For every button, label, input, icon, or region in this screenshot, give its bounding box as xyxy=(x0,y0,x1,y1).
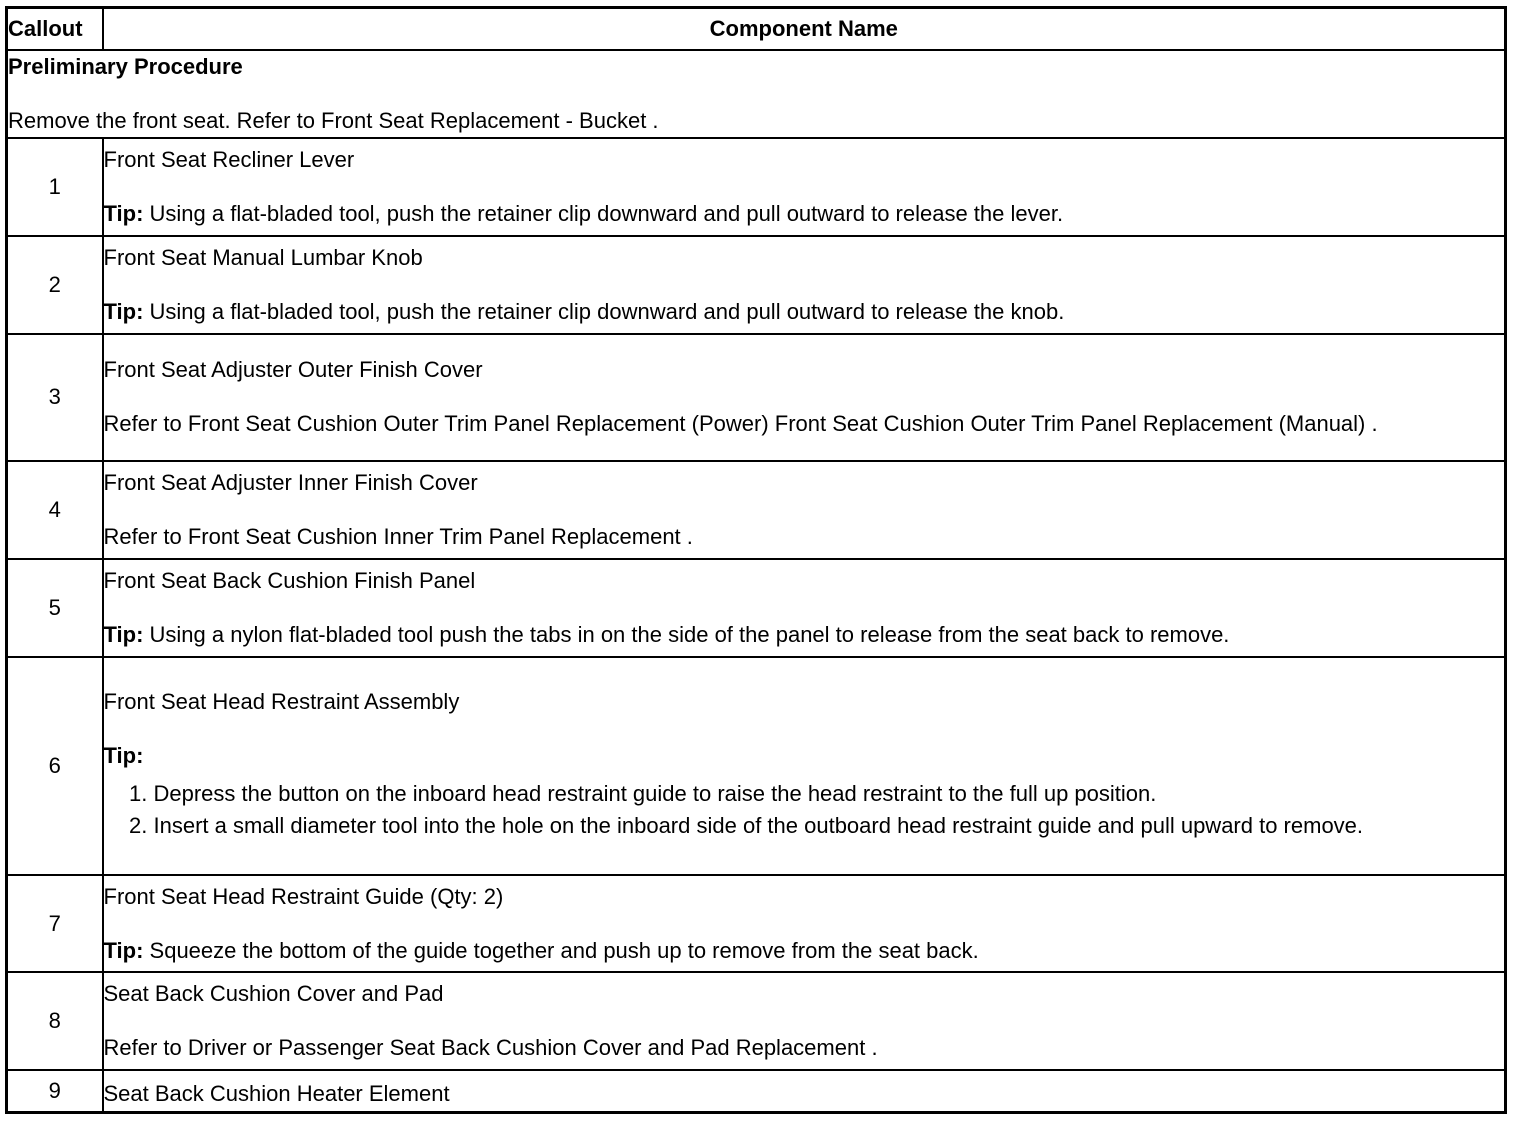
table-row xyxy=(7,972,1506,1070)
step-item: 2. Insert a small diameter tool into the hole on the inboard side of the outboard head restraint guide and pull upward to remove. xyxy=(154,812,1505,840)
tip-body: Using a nylon flat-bladed tool push the tabs in on the side of the panel to release from the seat back to remove. xyxy=(143,622,1230,648)
callout-number: 3 xyxy=(7,334,103,462)
tip-body: Squeeze the bottom of the guide together and push up to remove from the seat back. xyxy=(143,937,979,963)
tip-label: Tip: xyxy=(103,622,144,648)
component-name: Seat Back Cushion Heater Element xyxy=(103,1081,450,1107)
component-cell xyxy=(103,461,1506,559)
tip-body: Using a flat-bladed tool, push the retainer clip downward and pull outward to release the lever. xyxy=(143,200,1064,226)
tip-label: Tip: xyxy=(103,937,144,963)
preliminary-text: Remove the front seat. Refer to Front Seat Replacement - Bucket . xyxy=(8,108,659,134)
component-cell xyxy=(103,972,1506,1070)
preliminary-cell xyxy=(7,50,1506,138)
table-row xyxy=(7,138,1506,236)
table-row xyxy=(7,875,1506,973)
callout-number: 6 xyxy=(7,657,103,875)
component-cell xyxy=(103,559,1506,657)
component-name: Front Seat Manual Lumbar Knob xyxy=(103,244,423,270)
callout-number: 5 xyxy=(7,559,103,657)
tip-body: Using a flat-bladed tool, push the retainer clip downward and pull outward to release the knob. xyxy=(143,298,1065,324)
component-cell xyxy=(103,1070,1506,1112)
callout-number: 4 xyxy=(7,461,103,559)
component-name: Front Seat Adjuster Outer Finish Cover xyxy=(103,357,483,383)
header-component-name: Component Name xyxy=(103,8,1506,51)
reference-note: Refer to Driver or Passenger Seat Back Cushion Cover and Pad Replacement . xyxy=(103,1035,878,1061)
component-name: Front Seat Head Restraint Guide (Qty: 2) xyxy=(103,883,504,909)
component-name: Front Seat Head Restraint Assembly xyxy=(103,688,460,714)
callout-number: 9 xyxy=(7,1070,103,1112)
table-row xyxy=(7,559,1506,657)
table-row xyxy=(7,657,1506,875)
header-row xyxy=(7,8,1506,51)
component-name: Front Seat Back Cushion Finish Panel xyxy=(103,568,476,594)
header-callout: Callout xyxy=(7,8,103,51)
tip-text xyxy=(104,200,1505,228)
reference-note: Refer to Front Seat Cushion Inner Trim Panel Replacement . xyxy=(103,524,693,550)
preliminary-row xyxy=(7,50,1506,138)
tip-text xyxy=(104,298,1505,326)
component-name: Seat Back Cushion Cover and Pad xyxy=(103,981,444,1007)
component-cell xyxy=(103,875,1506,973)
tip-label: Tip: xyxy=(103,200,144,226)
callout-number: 2 xyxy=(7,236,103,334)
table-row xyxy=(7,461,1506,559)
tip-steps xyxy=(104,780,1505,840)
component-cell xyxy=(103,334,1506,462)
component-cell xyxy=(103,236,1506,334)
tip-text xyxy=(104,621,1505,649)
procedure-table xyxy=(5,6,1507,1114)
tip-label: Tip: xyxy=(103,298,144,324)
component-cell xyxy=(103,138,1506,236)
callout-number: 1 xyxy=(7,138,103,236)
preliminary-title: Preliminary Procedure xyxy=(8,54,243,80)
callout-number: 7 xyxy=(7,875,103,973)
component-cell xyxy=(103,657,1506,875)
table-row xyxy=(7,236,1506,334)
table-row xyxy=(7,1070,1506,1112)
reference-note: Refer to Front Seat Cushion Outer Trim Panel Replacement (Power) Front Seat Cushion Outer Trim Panel Replacement (Manual) . xyxy=(103,411,1378,437)
callout-number: 8 xyxy=(7,972,103,1070)
component-name: Front Seat Recliner Lever xyxy=(103,146,355,172)
step-item: 1. Depress the button on the inboard head restraint guide to raise the head restraint to the full up position. xyxy=(154,780,1505,808)
component-name: Front Seat Adjuster Inner Finish Cover xyxy=(103,470,478,496)
tip-label: Tip: xyxy=(103,742,144,768)
tip-text xyxy=(104,937,1505,965)
table-row xyxy=(7,334,1506,462)
